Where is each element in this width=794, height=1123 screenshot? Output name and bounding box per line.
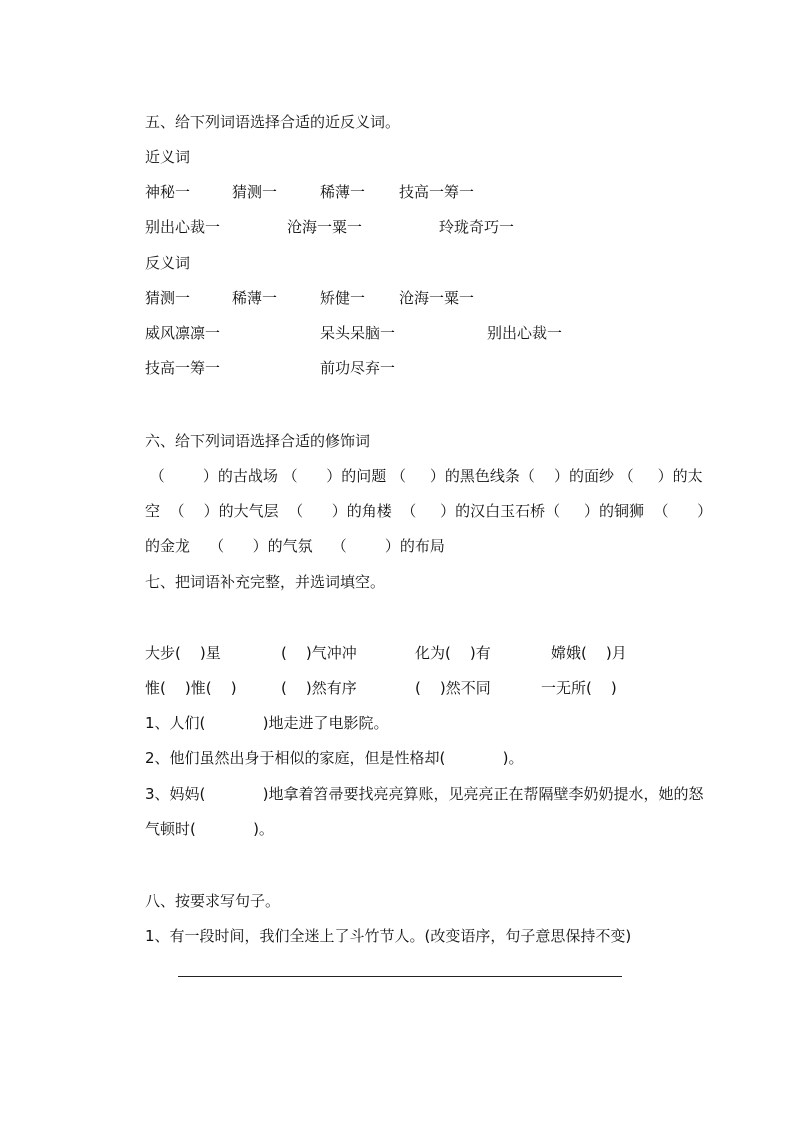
antonym-word: 沧海一粟一 bbox=[399, 289, 475, 307]
fill-word: 嫦娥( )月 bbox=[551, 644, 627, 662]
synonym-word: 沧海一粟一 bbox=[287, 218, 363, 236]
fill-word: ( )然有序 bbox=[281, 679, 357, 697]
antonym-word: 猜测一 bbox=[145, 289, 191, 307]
section6-title: 六、给下列词语选择合适的修饰词 bbox=[145, 432, 371, 450]
fill-word: ( )然不同 bbox=[415, 679, 491, 697]
section5-title: 五、给下列词语选择合适的近反义词。 bbox=[145, 113, 401, 131]
fill-word: 惟( )惟( ) bbox=[145, 679, 237, 697]
synonym-word: 神秘一 bbox=[145, 183, 191, 201]
fill-word: 一无所( ) bbox=[541, 679, 617, 697]
synonym-word: 稀薄一 bbox=[320, 183, 366, 201]
section8-title: 八、按要求写句子。 bbox=[145, 892, 281, 910]
sentence-question-1: 1、有一段时间，我们全迷上了斗竹节人。(改变语序，句子意思保持不变) bbox=[145, 927, 632, 945]
question-3: 3、妈妈( )地拿着笤帚要找亮亮算账，见亮亮正在帮隔壁李奶奶提水，她的怒 bbox=[145, 785, 704, 803]
question-3-cont: 气顿时( )。 bbox=[145, 820, 274, 838]
antonym-label: 反义词 bbox=[145, 254, 191, 272]
synonym-word: 玲珑奇巧一 bbox=[439, 218, 515, 236]
modifier-line: （ ）的古战场 （ ）的问题 （ ）的黑色线条（ ）的面纱 （ ）的太 bbox=[145, 467, 703, 485]
antonym-word: 前功尽弃一 bbox=[320, 359, 396, 377]
antonym-word: 稀薄一 bbox=[232, 289, 278, 307]
antonym-word: 技高一筹一 bbox=[145, 359, 221, 377]
answer-line[interactable] bbox=[178, 976, 622, 977]
modifier-line: 空 （ ）的大气层 （ ）的角楼 （ ）的汉白玉石桥（ ）的铜狮 （ ） bbox=[145, 502, 713, 520]
fill-word: ( )气冲冲 bbox=[281, 644, 357, 662]
question-1: 1、人们( )地走进了电影院。 bbox=[145, 714, 389, 732]
section7-title: 七、把词语补充完整，并选词填空。 bbox=[145, 573, 386, 591]
antonym-word: 别出心裁一 bbox=[487, 324, 563, 342]
antonym-word: 呆头呆脑一 bbox=[320, 324, 396, 342]
fill-word: 化为( )有 bbox=[415, 644, 491, 662]
antonym-word: 威风凛凛一 bbox=[145, 324, 221, 342]
synonym-label: 近义词 bbox=[145, 148, 191, 166]
synonym-word: 别出心裁一 bbox=[145, 218, 221, 236]
antonym-word: 矫健一 bbox=[320, 289, 366, 307]
synonym-word: 技高一筹一 bbox=[399, 183, 475, 201]
question-2: 2、他们虽然出身于相似的家庭，但是性格却( )。 bbox=[145, 749, 524, 767]
modifier-line: 的金龙 （ ）的气氛 （ ）的布局 bbox=[145, 537, 445, 555]
synonym-word: 猜测一 bbox=[232, 183, 278, 201]
fill-word: 大步( )星 bbox=[145, 644, 221, 662]
